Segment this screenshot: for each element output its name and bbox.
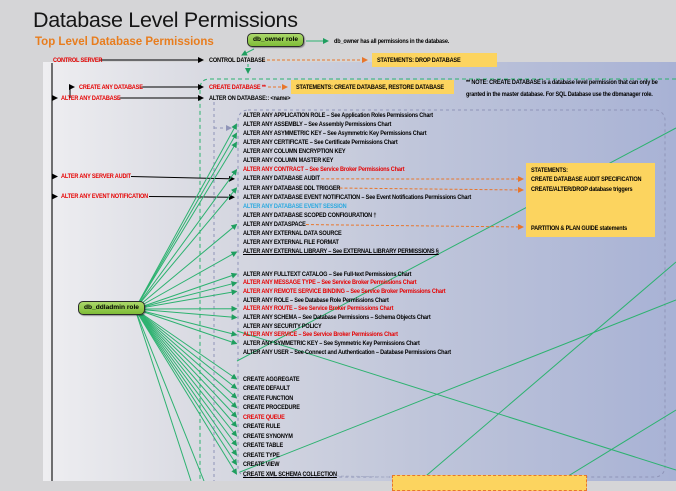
permission-item: CREATE TABLE	[243, 442, 283, 449]
permission-item: CREATE DEFAULT	[243, 385, 290, 392]
permission-item: ALTER ANY DATABASE EVENT NOTIFICATION – See Event Notifications Permissions Chart	[243, 194, 471, 201]
create-database-note-line2: granted in the master database. For SQL Database use the dbmanager role.	[466, 91, 653, 98]
perm-alter-any-server-audit: ALTER ANY SERVER AUDIT	[61, 173, 131, 180]
permission-item: ALTER ANY USER – See Connect and Authentication – Database Permissions Chart	[243, 349, 451, 356]
statements-audit-line3: PARTITION & PLAN GUIDE statements	[531, 225, 627, 232]
perm-create-database: CREATE DATABASE **	[209, 84, 266, 91]
permission-item: CREATE AGGREGATE	[243, 376, 299, 383]
statements-audit-line2: CREATE/ALTER/DROP database triggers	[531, 186, 632, 193]
permission-item: ALTER ANY COLUMN ENCRYPTION KEY	[243, 148, 345, 155]
db-owner-note: db_owner has all permissions in the database.	[334, 38, 449, 45]
permission-item: ALTER ANY REMOTE SERVICE BINDING – See Service Broker Permissions Chart	[243, 288, 445, 295]
permission-item: ALTER ANY DATABASE AUDIT	[243, 175, 320, 182]
permission-item: CREATE XML SCHEMA COLLECTION	[243, 471, 337, 478]
permission-item: CREATE PROCEDURE	[243, 404, 300, 411]
db-ddladmin-role-node: db_ddladmin role	[78, 301, 145, 315]
perm-alter-on-database: ALTER ON DATABASE:: <name>	[209, 95, 290, 102]
permission-item: ALTER ANY DATASPACE	[243, 221, 306, 228]
permission-item: ALTER ANY ROUTE – See Service Broker Permissions Chart	[243, 305, 393, 312]
permission-item: ALTER ANY ASYMMETRIC KEY – See Asymmetric Key Permissions Chart	[243, 130, 426, 137]
permission-item: ALTER ANY ROLE – See Database Role Permissions Chart	[243, 297, 389, 304]
permission-item: CREATE TYPE	[243, 452, 280, 459]
perm-control-database: CONTROL DATABASE	[209, 57, 265, 64]
permission-item: ALTER ANY EXTERNAL LIBRARY – See EXTERNAL LIBRARY PERMISSIONS §	[243, 248, 439, 255]
page-title: Database Level Permissions	[33, 8, 298, 33]
statements-audit-line1: CREATE DATABASE AUDIT SPECIFICATION	[531, 176, 641, 183]
perm-create-any-database: CREATE ANY DATABASE	[79, 84, 143, 91]
permission-item: ALTER ANY COLUMN MASTER KEY	[243, 157, 333, 164]
perm-control-server: CONTROL SERVER	[53, 57, 102, 64]
permission-item: CREATE FUNCTION	[243, 395, 293, 402]
permission-item: ALTER ANY DATABASE SCOPED CONFIGURATION †	[243, 212, 376, 219]
permission-item: ALTER ANY ASSEMBLY – See Assembly Permissions Chart	[243, 121, 391, 128]
permission-item: ALTER ANY DATABASE EVENT SESSION	[243, 203, 346, 210]
permission-item: ALTER ANY MESSAGE TYPE – See Service Broker Permissions Chart	[243, 279, 416, 286]
permission-item: ALTER ANY CERTIFICATE – See Certificate Permissions Chart	[243, 139, 398, 146]
permission-item: CREATE RULE	[243, 423, 280, 430]
permission-item: ALTER ANY APPLICATION ROLE – See Application Roles Permissions Chart	[243, 112, 433, 119]
db-owner-role-node: db_owner role	[247, 33, 304, 47]
perm-alter-any-event-notification: ALTER ANY EVENT NOTIFICATION	[61, 193, 148, 200]
permission-item: ALTER ANY SERVICE – See Service Broker Permissions Chart	[243, 331, 398, 338]
statements-audit-title: STATEMENTS:	[531, 167, 568, 174]
permission-item: ALTER ANY SECURITY POLICY	[243, 323, 322, 330]
chart-subtitle: Top Level Database Permissions	[35, 36, 214, 48]
permission-item: ALTER ANY FULLTEXT CATALOG – See Full-text Permissions Chart	[243, 271, 411, 278]
perm-alter-any-database: ALTER ANY DATABASE	[61, 95, 121, 102]
statements-drop-database-box	[372, 53, 497, 67]
permission-item: ALTER ANY SCHEMA – See Database Permissions – Schema Objects Chart	[243, 314, 431, 321]
permission-item: CREATE VIEW	[243, 461, 279, 468]
statements-create-restore-box	[291, 80, 454, 94]
permission-item: ALTER ANY EXTERNAL FILE FORMAT	[243, 239, 339, 246]
statements-audit-box	[526, 163, 655, 237]
statements-bottom-box	[392, 475, 587, 491]
permission-item: CREATE SYNONYM	[243, 433, 293, 440]
create-database-note-line1: ** NOTE: CREATE DATABASE is a database level permission that can only be	[466, 79, 658, 86]
permission-item: ALTER ANY EXTERNAL DATA SOURCE	[243, 230, 342, 237]
permission-item: ALTER ANY CONTRACT – See Service Broker Permissions Chart	[243, 166, 404, 173]
permission-item: CREATE QUEUE	[243, 414, 285, 421]
statements-create-restore-text: STATEMENTS: CREATE DATABASE, RESTORE DATABASE	[296, 84, 444, 91]
permission-item: ALTER ANY SYMMETRIC KEY – See Symmetric Key Permissions Chart	[243, 340, 420, 347]
permission-item: ALTER ANY DATABASE DDL TRIGGER	[243, 185, 340, 192]
statements-drop-database-text: STATEMENTS: DROP DATABASE	[377, 57, 460, 64]
